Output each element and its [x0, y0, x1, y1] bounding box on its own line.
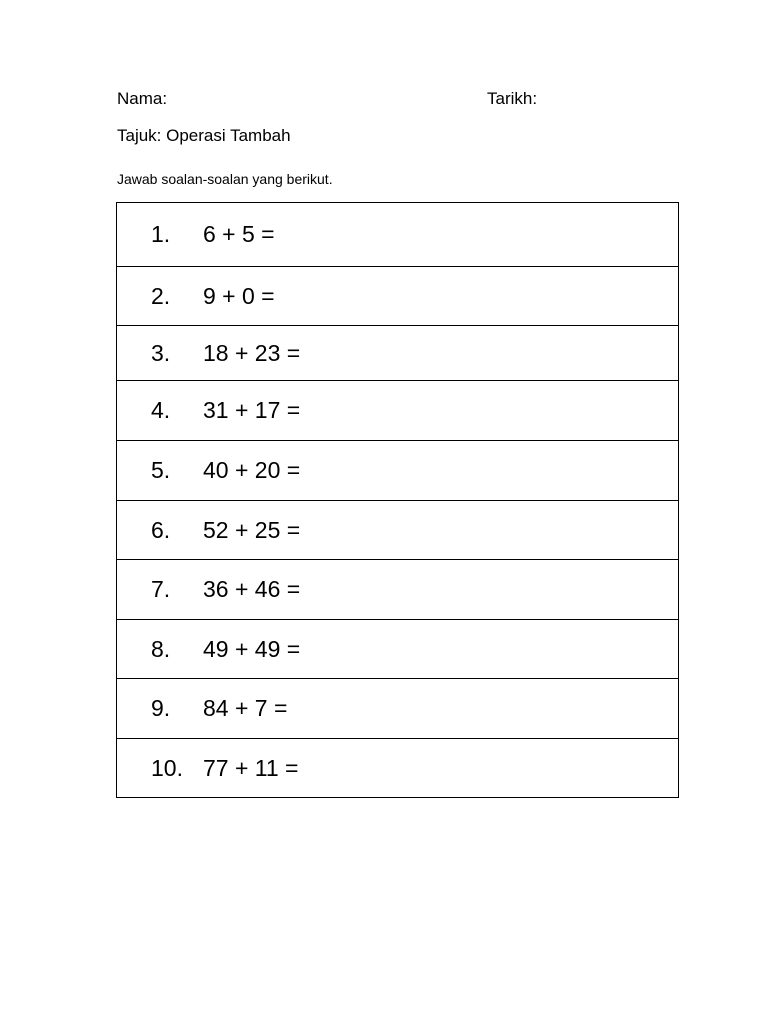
question-cell: [117, 381, 679, 441]
question-cell: [117, 441, 679, 501]
question-row: [117, 267, 679, 326]
question-number: 2.: [151, 282, 171, 309]
question-expression: 40 + 20 =: [203, 457, 301, 483]
question-row: [117, 203, 679, 267]
question-cell: [117, 267, 679, 326]
question-cell: [117, 739, 679, 798]
name-label: Nama:: [117, 89, 168, 108]
question-row: [117, 326, 679, 381]
date-label: Tarikh:: [487, 89, 538, 108]
question-number: 4.: [151, 397, 171, 423]
question-expression: 84 + 7 =: [203, 695, 288, 721]
question-expression: 31 + 17 =: [203, 397, 301, 423]
question-expression: 77 + 11 =: [203, 754, 299, 781]
question-number: 7.: [151, 576, 171, 602]
question-cell: [117, 326, 679, 381]
question-number: 5.: [151, 457, 171, 483]
question-expression: 6 + 5 =: [203, 221, 275, 247]
question-expression: 52 + 25 =: [203, 516, 301, 543]
question-row: [117, 381, 679, 441]
question-row: [117, 560, 679, 620]
question-row: [117, 620, 679, 679]
instruction-text: Jawab soalan-soalan yang berikut.: [117, 171, 333, 187]
question-expression: 49 + 49 =: [203, 635, 301, 662]
question-cell: [117, 501, 679, 560]
question-number: 3.: [151, 339, 171, 366]
question-expression: 9 + 0 =: [203, 282, 275, 309]
topic-title: Tajuk: Operasi Tambah: [117, 126, 291, 145]
question-expression: 36 + 46 =: [203, 576, 301, 602]
question-cell: [117, 620, 679, 679]
question-number: 8.: [151, 635, 171, 662]
question-expression: 18 + 23 =: [203, 339, 301, 366]
question-row: [117, 501, 679, 560]
question-number: 10.: [151, 754, 183, 781]
question-number: 9.: [151, 695, 171, 721]
question-row: [117, 739, 679, 798]
question-cell: [117, 203, 679, 267]
question-number: 6.: [151, 516, 171, 543]
question-cell: [117, 679, 679, 739]
question-number: 1.: [151, 221, 171, 247]
question-row: [117, 679, 679, 739]
questions-table: [116, 202, 679, 798]
question-row: [117, 441, 679, 501]
question-cell: [117, 560, 679, 620]
